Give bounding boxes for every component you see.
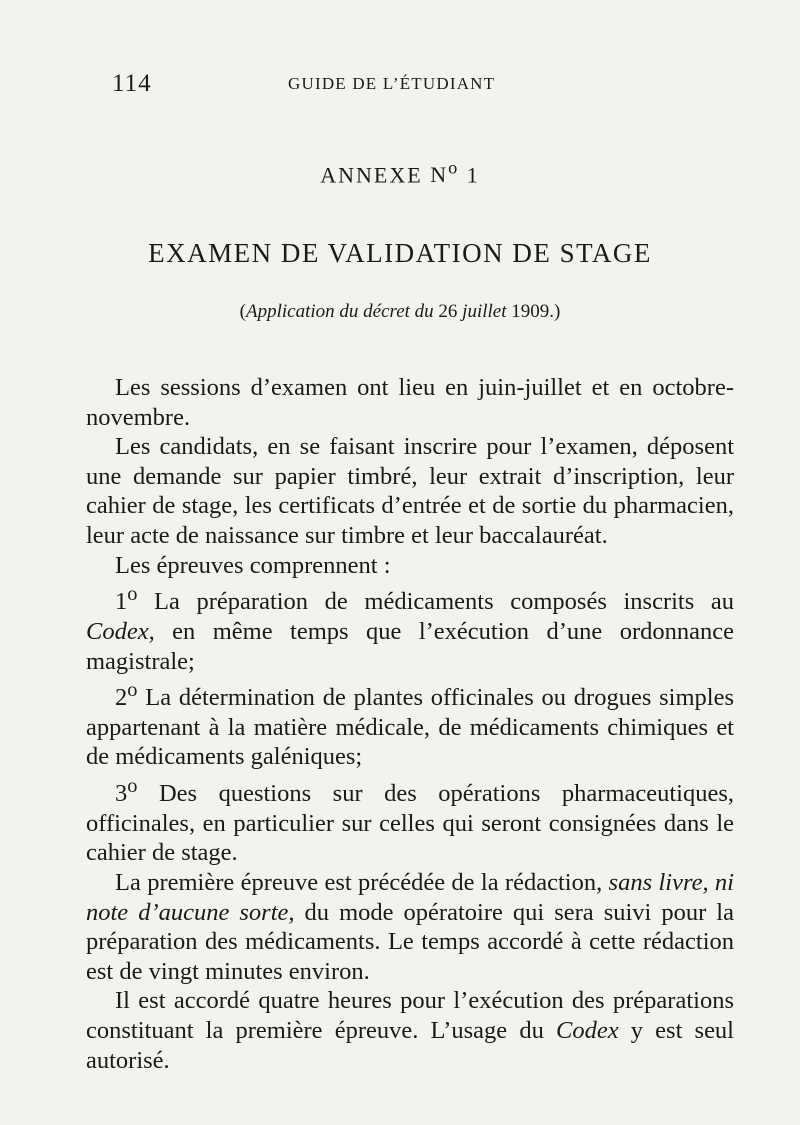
subtitle-day: 26 <box>438 301 458 322</box>
running-title: GUIDE DE L’ÉTUDIANT <box>288 74 496 93</box>
running-head <box>112 70 732 102</box>
subtitle-italic-2: juillet <box>462 301 507 322</box>
annex-number: 1 <box>466 162 480 188</box>
paragraph-4: 1$^o$ La préparation de médicaments composés inscrits au Codex, en même temps que l’exécution d’une ordonnance magistrale; <box>86 583 734 675</box>
paragraph-2: Les candidats, en se faisant inscrire pour l’examen, déposent une demande sur papier timbré, leur extrait d’inscription, leur cahier de stage, les certificats d’entrée et de sortie du pharmacien, leur acte de naissance sur timbre et leur baccalauréat. <box>86 433 734 549</box>
paragraph-3: Les épreuves comprennent : <box>115 551 391 579</box>
annex-label: ANNEXE <box>320 162 423 188</box>
annex-heading <box>0 158 800 188</box>
page-number: 114 <box>112 70 152 97</box>
subtitle: (Application du décret du 26 juillet 1909.) <box>239 301 561 322</box>
paragraph-1: Les sessions d’examen ont lieu en juin-juillet et en octobre-novembre. <box>86 374 734 431</box>
body-text <box>86 373 734 1075</box>
subtitle-italic-1: Application du décret du <box>246 301 434 322</box>
paragraph-7: La première épreuve est précédée de la rédaction, sans livre, ni note d’aucune sorte, du mode opératoire qui sera suivi pour la préparation des médicaments. Le temps accordé à cette rédaction est de vingt minutes environ. <box>86 868 734 985</box>
paragraph-8: Il est accordé quatre heures pour l’exécution des préparations constituant la première épreuve. L’usage du Codex y est seul autorisé. <box>86 987 734 1074</box>
paragraph-5: 2$^o$ La détermination de plantes officinales ou drogues simples appartenant à la matière médicale, de médicaments chimiques et de médicaments galéniques; <box>86 679 734 771</box>
annex-number-prefix: $N^o$ <box>430 158 460 188</box>
subtitle-year: 1909 <box>511 301 550 322</box>
page-title: EXAMEN DE VALIDATION DE STAGE <box>148 238 652 268</box>
paragraph-6: 3$^o$ Des questions sur des opérations pharmaceutiques, officinales, en particulier sur celles qui seront consignées dans le cahier de stage. <box>86 775 734 867</box>
